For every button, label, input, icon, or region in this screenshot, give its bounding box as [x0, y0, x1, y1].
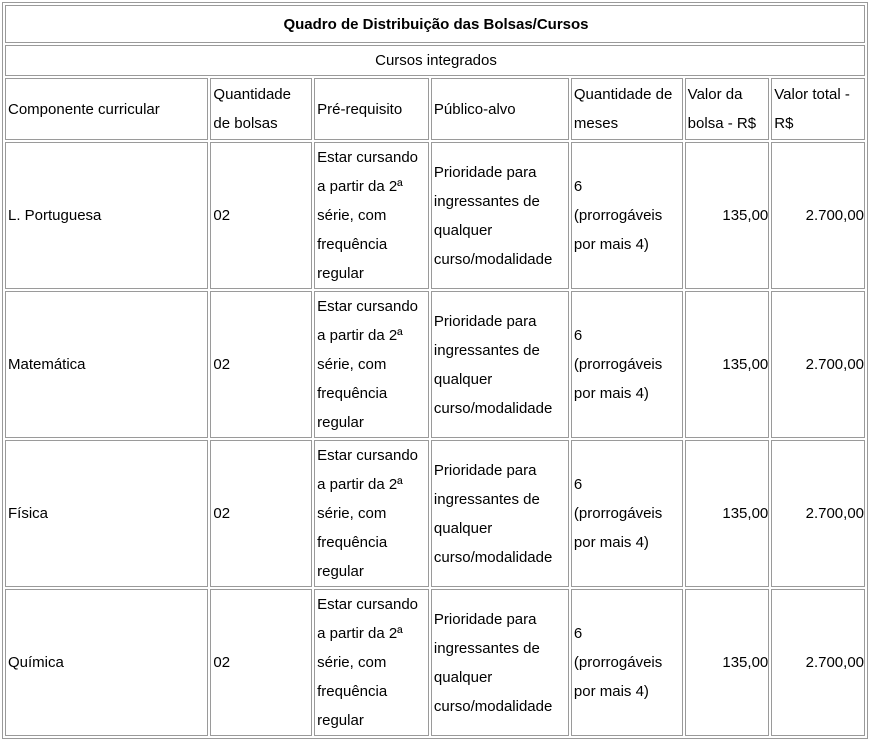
cell-meses: 6 (prorrogáveis por mais 4) [571, 142, 683, 289]
cell-quantidade: 02 [210, 440, 312, 587]
cell-publico: Prioridade para ingressantes de qualquer curso/modalidade [431, 142, 569, 289]
table-row [5, 440, 865, 587]
header-meses: Quantidade de meses [571, 78, 683, 140]
header-quantidade: Quantidade de bolsas [210, 78, 312, 140]
header-valor-bolsa: Valor da bolsa - R$ [685, 78, 770, 140]
cell-componente: Física [5, 440, 208, 587]
table-row [5, 589, 865, 736]
cell-valor-bolsa: 135,00 [685, 589, 770, 736]
cell-valor-bolsa: 135,00 [685, 142, 770, 289]
cell-valor-total: 2.700,00 [771, 142, 865, 289]
cell-valor-bolsa: 135,00 [685, 291, 770, 438]
table-row [5, 291, 865, 438]
cell-componente: Química [5, 589, 208, 736]
cell-prerequisito: Estar cursando a partir da 2ª série, com frequência regular [314, 440, 429, 587]
cell-publico: Prioridade para ingressantes de qualquer curso/modalidade [431, 440, 569, 587]
header-prerequisito: Pré-requisito [314, 78, 429, 140]
header-valor-total: Valor total - R$ [771, 78, 865, 140]
bolsas-table [2, 2, 868, 739]
header-row [5, 78, 865, 140]
cell-prerequisito: Estar cursando a partir da 2ª série, com frequência regular [314, 589, 429, 736]
table-title: Quadro de Distribuição das Bolsas/Cursos [5, 5, 865, 43]
cell-componente: L. Portuguesa [5, 142, 208, 289]
cell-prerequisito: Estar cursando a partir da 2ª série, com frequência regular [314, 142, 429, 289]
table-row [5, 142, 865, 289]
cell-publico: Prioridade para ingressantes de qualquer curso/modalidade [431, 589, 569, 736]
cell-publico: Prioridade para ingressantes de qualquer curso/modalidade [431, 291, 569, 438]
header-publico: Público-alvo [431, 78, 569, 140]
cell-quantidade: 02 [210, 142, 312, 289]
cell-prerequisito: Estar cursando a partir da 2ª série, com frequência regular [314, 291, 429, 438]
cell-meses: 6 (prorrogáveis por mais 4) [571, 291, 683, 438]
cell-valor-total: 2.700,00 [771, 291, 865, 438]
cell-meses: 6 (prorrogáveis por mais 4) [571, 589, 683, 736]
table-subtitle: Cursos integrados [5, 45, 865, 76]
cell-quantidade: 02 [210, 589, 312, 736]
cell-quantidade: 02 [210, 291, 312, 438]
header-componente: Componente curricular [5, 78, 208, 140]
cell-valor-total: 2.700,00 [771, 440, 865, 587]
cell-meses: 6 (prorrogáveis por mais 4) [571, 440, 683, 587]
cell-valor-bolsa: 135,00 [685, 440, 770, 587]
cell-componente: Matemática [5, 291, 208, 438]
cell-valor-total: 2.700,00 [771, 589, 865, 736]
